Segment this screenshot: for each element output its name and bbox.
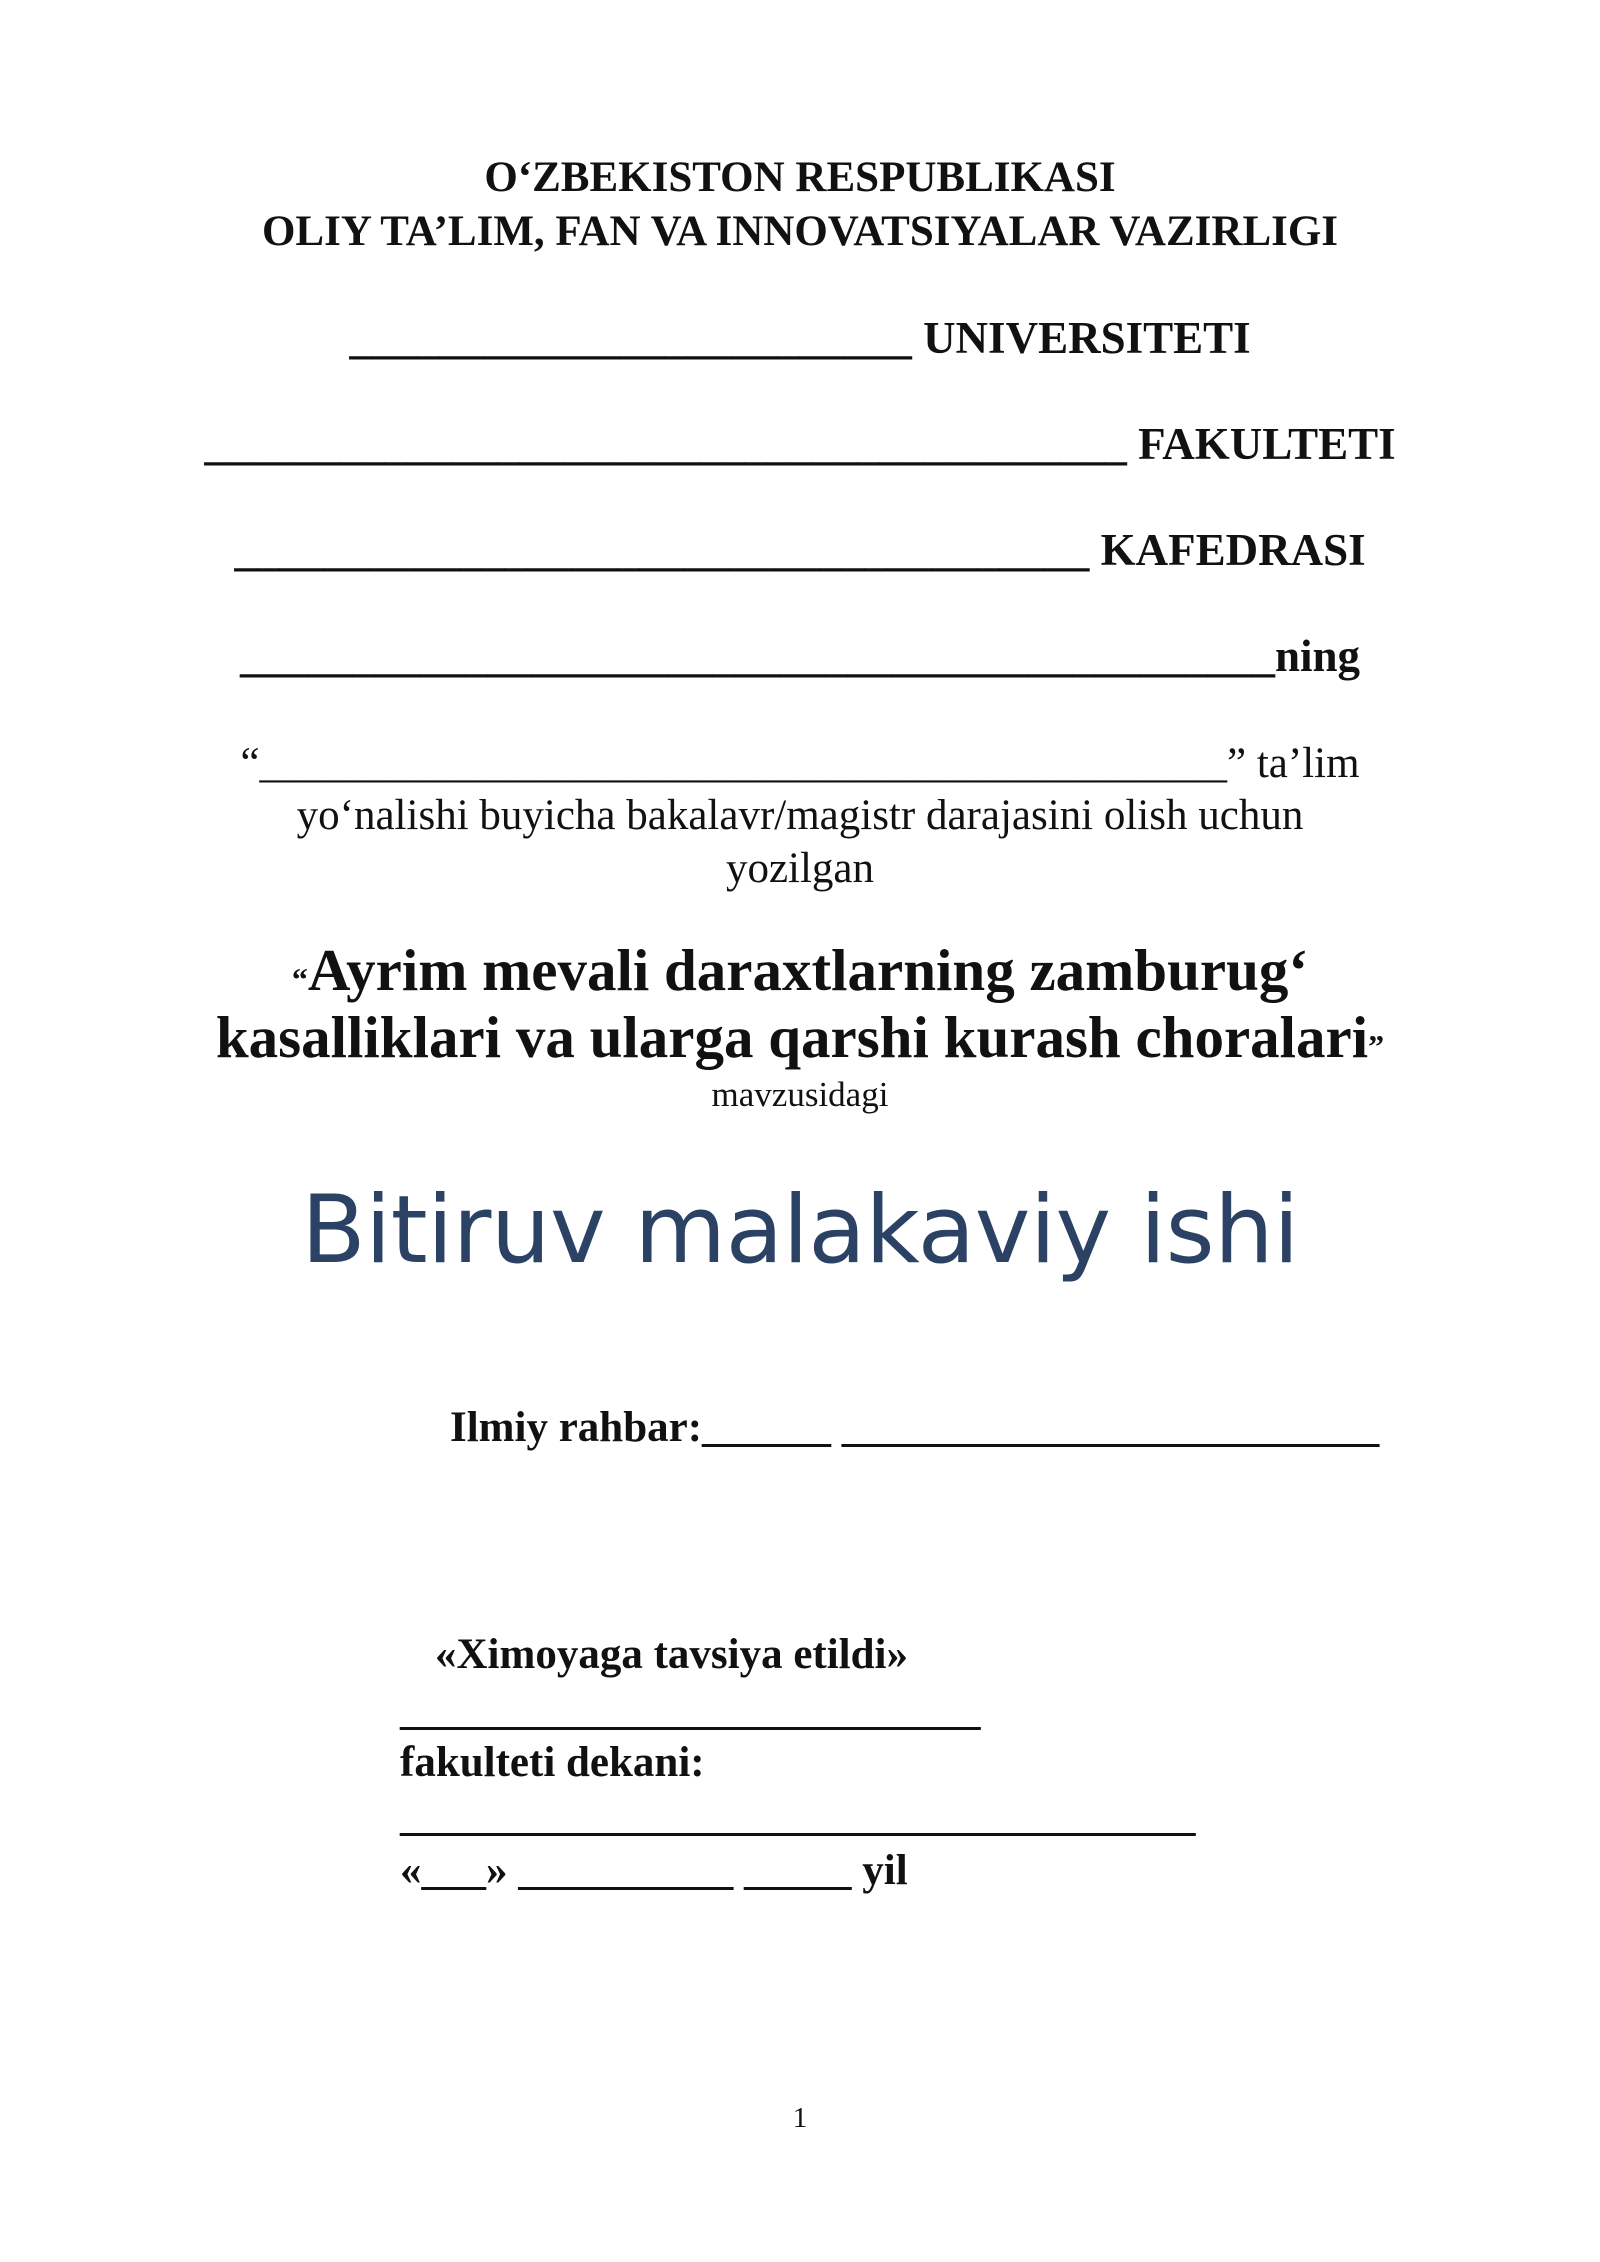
topic-text-line1: Ayrim mevali daraxtlarning zamburug‘ — [307, 937, 1309, 1003]
approval-heading: «Ximoyaga tavsiya etildi» — [435, 1631, 908, 1678]
approval-date: «___» __________ _____ yil — [400, 1847, 908, 1894]
topic-line1 — [0, 936, 1600, 1013]
ministry-header-line1: O‘ZBEKISTON RESPUBLIKASI — [484, 154, 1116, 201]
approval-blank-line2: _____________________________________ — [400, 1793, 1196, 1840]
topic-line2 — [0, 1003, 1600, 1080]
faculty-field: _________________________________________ FAKULTETI — [204, 419, 1396, 469]
topic-close-quote: ” — [1368, 1028, 1385, 1064]
department-field: ______________________________________ KAFEDRASI — [234, 525, 1366, 575]
direction-line1: “_____________________________________________” ta’lim — [240, 740, 1360, 787]
topic-suffix: mavzusidagi — [711, 1075, 889, 1114]
university-field: _________________________ UNIVERSITETI — [349, 313, 1251, 363]
student-name-field: ______________________________________________ning — [239, 631, 1361, 681]
direction-line3: yozilgan — [725, 845, 875, 892]
page-number: 1 — [792, 2102, 808, 2134]
ministry-header-line2: OLIY TA’LIM, FAN VA INNOVATSIYALAR VAZIRLIGI — [261, 208, 1339, 255]
direction-line2: yo‘nalishi buyicha bakalavr/magistr darajasini olish uchun — [296, 792, 1304, 839]
topic-open-quote: “ — [291, 961, 308, 997]
approval-blank-line1: ___________________________ — [400, 1687, 981, 1734]
topic-text-line2: kasalliklari va ularga qarshi kurash choralari — [215, 1004, 1369, 1070]
supervisor-field: Ilmiy rahbar:______ _________________________ — [450, 1404, 1380, 1451]
work-title: Bitiruv malakaviy ishi — [301, 1176, 1299, 1285]
dean-label: fakulteti dekani: — [400, 1739, 705, 1786]
